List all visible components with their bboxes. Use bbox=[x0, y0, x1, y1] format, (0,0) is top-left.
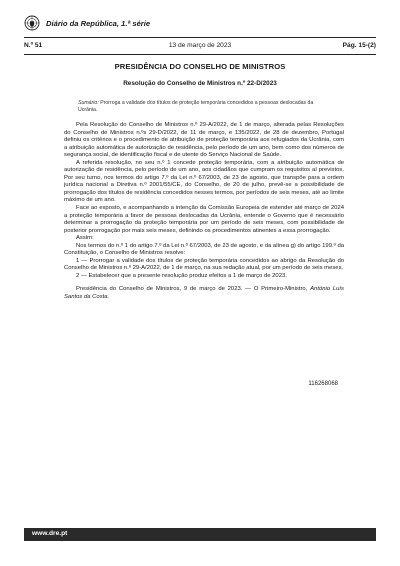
coat-of-arms-icon bbox=[24, 15, 40, 31]
paragraph-6: 1 — Prorrogar a validade dos títulos de proteção temporária concedidos ao abrigo da Resolução do Conselho de Ministros n.º 29-A/2022, de 1 de março, na sua redação atual, por um período de seis meses. bbox=[64, 257, 344, 272]
issuing-body-title: PRESIDÊNCIA DO CONSELHO DE MINISTROS bbox=[114, 62, 286, 71]
paragraph-2: A referida resolução, no seu n.º 1 concede proteção temporária, com a atribuição automática de autorização de residência, pelo período de um ano, aos cidadãos que cumpram os requisitos aí previstos. Por seu turno, nos termos do artigo 7.º da Lei n.º 67/2003, de 23 de agosto, que transpõe para a ordem jurídica nacional a Diretiva n.º 2001/55/CE, do Conselho, de 20 de julho, prevê-se a possibilidade de prorrogação dos títulos de residência concedidos nesses termos, por períodos de seis meses, até ao limite máximo de um ano. bbox=[64, 159, 344, 204]
issue-number: N.º 51 bbox=[24, 42, 43, 49]
document-code: 116268068 bbox=[308, 381, 338, 387]
issue-row bbox=[24, 42, 376, 52]
paragraph-1: Pela Resolução do Conselho de Ministros n.º 29-A/2022, de 1 de março, alterada pelas Resoluções do Conselho de Ministros n.ºs 29-D/2022, de 11 de março, e 135/2022, de 28 de dezembro, Portugal definiu os critérios e o procedimento de atribuição de proteção temporária aos refugiados da Ucrânia, com a atribuição automática de autorização de residência, pelo período de um ano, bem como dos números de segurança social, de identificação fiscal e de utente do Serviço Nacional de Saúde. bbox=[64, 122, 344, 159]
paragraph-4: Assim: bbox=[76, 235, 94, 242]
journal-title: Diário da República, 1.ª série bbox=[46, 18, 151, 28]
signature-text: Presidência do Conselho de Ministros, 9 de março de 2023. — O Primeiro-Ministro, bbox=[76, 286, 308, 293]
issue-date: 13 de março de 2023 bbox=[168, 42, 232, 49]
resolution-title: Resolução do Conselho de Ministros n.º 22-D/2023 bbox=[123, 80, 277, 87]
paragraph-3: Face ao exposto, e acompanhando a intenção da Comissão Europeia de estender até março de 2024 a proteção temporária a favor de pessoas deslocadas da Ucrânia, entende o Governo que é necessário determinar a prorrogação da proteção temporária por um período de seis meses, com possibilidade de posterior prorrogação por mais seis meses, definindo os procedimentos atinentes a essa prorrogação. bbox=[64, 205, 344, 234]
summary bbox=[78, 100, 328, 114]
resolution-body bbox=[64, 122, 344, 302]
page-number: Pág. 15-(2) bbox=[342, 42, 376, 49]
paragraph-7: 2 — Estabelecer que a presente resolução produz efeitos a 1 de março de 2023. bbox=[76, 272, 287, 279]
summary-label: Sumário: bbox=[78, 100, 99, 106]
signature-name: António Luís Santos da Costa. bbox=[64, 286, 344, 301]
issue-rule bbox=[24, 54, 376, 55]
footer-link[interactable]: www.dre.pt bbox=[32, 530, 68, 537]
footer-bar bbox=[24, 528, 376, 541]
summary-text: Prorroga a validade dos títulos de proteção temporária concedidos a pessoas deslocadas da Ucrânia. bbox=[78, 100, 314, 113]
signature bbox=[64, 286, 344, 301]
paragraph-5: Nos termos do n.º 1 do artigo 7.º da Lei n.º 67/2003, de 23 de agosto, e da alínea g) do artigo 199.º da Constituição, o Conselho de Ministros resolve: bbox=[64, 242, 344, 257]
header-rule bbox=[24, 37, 376, 38]
journal-header bbox=[24, 12, 376, 34]
